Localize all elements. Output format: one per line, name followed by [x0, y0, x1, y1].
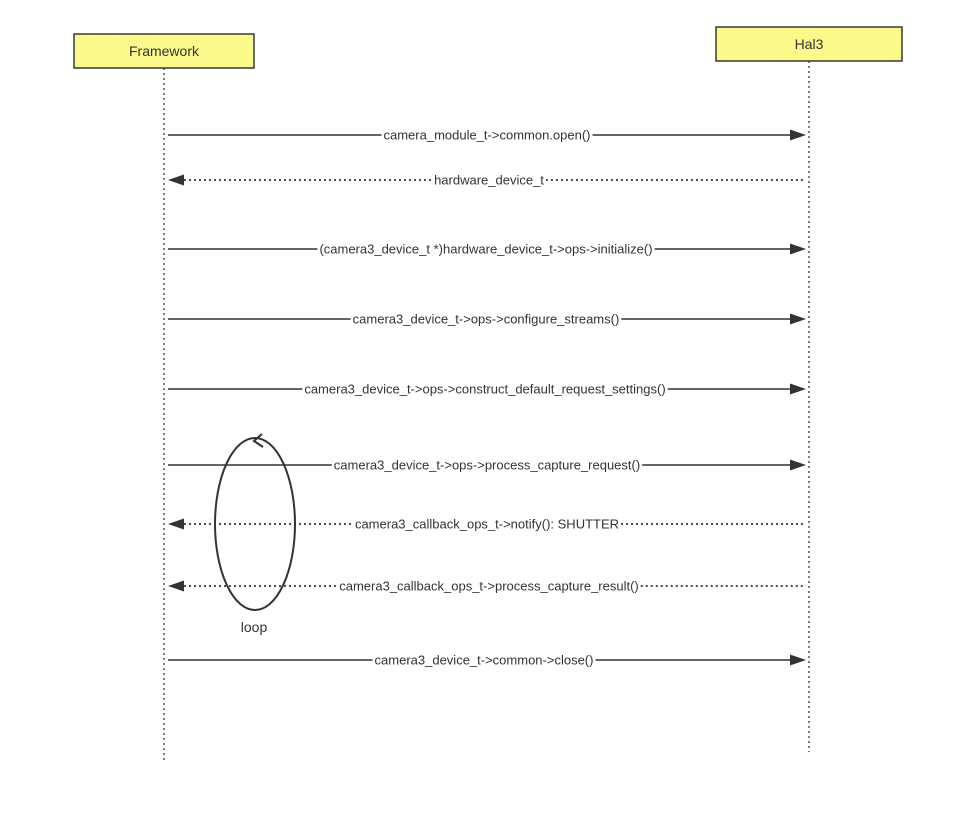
loop-label: loop	[240, 619, 268, 635]
message-3-arrowhead-icon	[790, 244, 806, 255]
message-9-arrowhead-icon	[790, 655, 806, 666]
message-6-label: camera3_device_t->ops->process_capture_request()	[333, 457, 641, 473]
message-7-arrowhead-icon	[168, 519, 184, 530]
message-7-label: camera3_callback_ops_t->notify(): SHUTTER	[354, 516, 620, 532]
message-1-arrowhead-icon	[790, 130, 806, 141]
hal3-participant	[716, 27, 902, 61]
message-4-arrowhead-icon	[790, 314, 806, 325]
message-2-label: hardware_device_t	[434, 172, 544, 188]
framework-participant-label: Framework	[128, 43, 200, 59]
message-5-label: camera3_device_t->ops->construct_default_request_settings()	[304, 381, 666, 397]
message-8-label: camera3_callback_ops_t->process_capture_result()	[339, 578, 639, 594]
loop-fragment	[215, 434, 295, 635]
message-5	[168, 382, 806, 397]
message-7	[168, 517, 806, 532]
message-6-arrowhead-icon	[790, 460, 806, 471]
message-6	[168, 458, 806, 473]
loop-arrow-icon	[254, 434, 263, 447]
message-3	[168, 242, 806, 257]
message-2-arrowhead-icon	[168, 175, 184, 186]
framework-participant	[74, 34, 254, 68]
hal3-participant-label: Hal3	[794, 36, 824, 52]
message-2	[168, 173, 806, 188]
message-5-arrowhead-icon	[790, 384, 806, 395]
message-3-label: (camera3_device_t *)hardware_device_t->ops->initialize()	[319, 241, 653, 257]
message-list	[168, 128, 806, 668]
message-1-label: camera_module_t->common.open()	[383, 127, 591, 143]
message-8	[168, 579, 806, 594]
message-4	[168, 312, 806, 327]
message-4-label: camera3_device_t->ops->configure_streams()	[352, 311, 620, 327]
message-9-label: camera3_device_t->common->close()	[374, 652, 594, 668]
message-8-arrowhead-icon	[168, 581, 184, 592]
message-1	[168, 128, 806, 143]
message-9	[168, 653, 806, 668]
